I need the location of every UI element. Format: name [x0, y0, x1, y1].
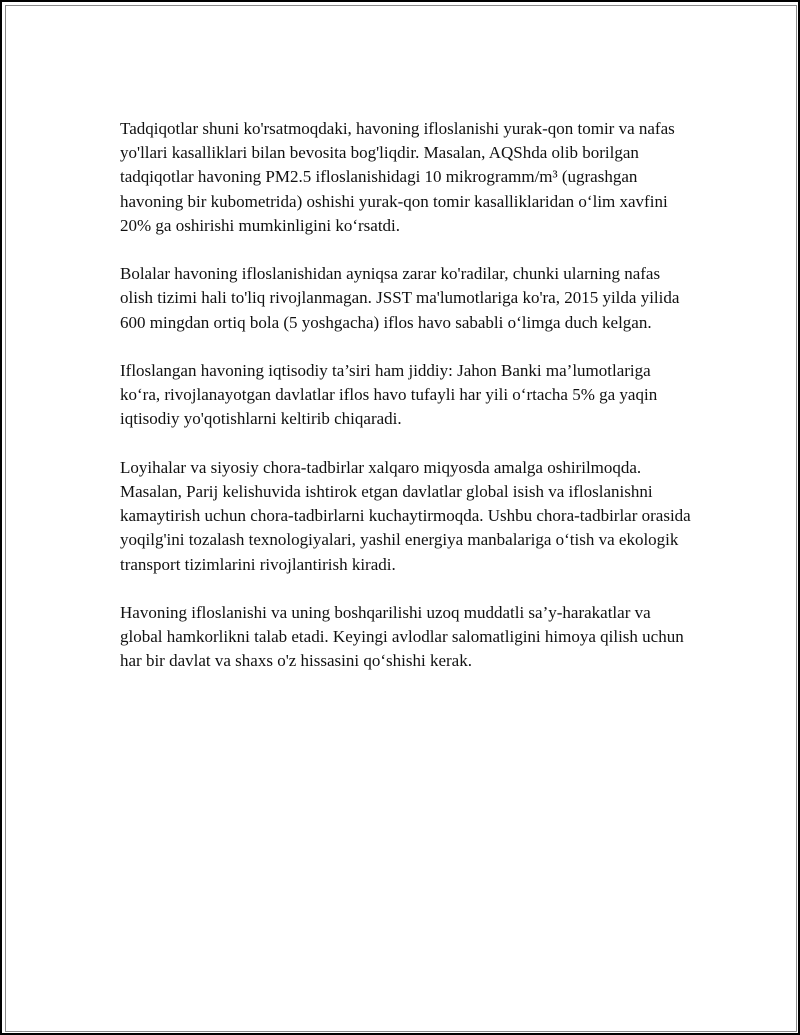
paragraph-policy-measures: Loyihalar va siyosiy chora-tadbirlar xalqaro miqyosda amalga oshirilmoqda. Masalan, Parij kelishuvida ishtirok etgan davlatlar global isish va ifloslanishni kamaytirish uchun chora-tadbirlarni kuchaytirmoqda. Ushbu chora-tadbirlar orasida yoqilg'ini tozalash texnologiyalari, yashil energiya manbalariga o‘tish va ekologik transport tizimlarini rivojlantirish kiradi.	[120, 457, 691, 574]
document-body	[120, 117, 692, 698]
paragraph-children: Bolalar havoning ifloslanishidan ayniqsa zarar ko'radilar, chunki ularning nafas olish tizimi hali to'liq rivojlanmagan. JSST ma'lumotlariga ko'ra, 2015 yilda yilida 600 mingdan ortiq bola (5 yoshgacha) iflos havo sababli o‘limga duch kelgan.	[120, 264, 680, 332]
paragraph-economic-impact: Ifloslangan havoning iqtisodiy ta’siri ham jiddiy: Jahon Banki ma’lumotlariga ko‘ra, rivojlanayotgan davlatlar iflos havo tufayli har yili o‘rtacha 5% ga yaqin iqtisodiy yo'qotishlarni keltirib chiqaradi.	[120, 361, 658, 429]
paragraph-health-effects: Tadqiqotlar shuni ko'rsatmoqdaki, havoning ifloslanishi yurak-qon tomir va nafas yo'llari kasalliklari bilan bevosita bog'liqdir. Masalan, AQShda olib borilgan tadqiqotlar havoning PM2.5 ifloslanishidagi 10 mikrogramm/m³ (ugrashgan havoning bir kubometrida) oshishi yurak-qon tomir kasalliklaridan o‘lim xavfini 20% ga oshirishi mumkinligini ko‘rsatdi.	[120, 119, 675, 235]
paragraph-conclusion: Havoning ifloslanishi va uning boshqarilishi uzoq muddatli sa’y-harakatlar va global hamkorlikni talab etadi. Keyingi avlodlar salomatligini himoya qilish uchun har bir davlat va shaxs o'z hissasini qo‘shishi kerak.	[120, 603, 684, 671]
